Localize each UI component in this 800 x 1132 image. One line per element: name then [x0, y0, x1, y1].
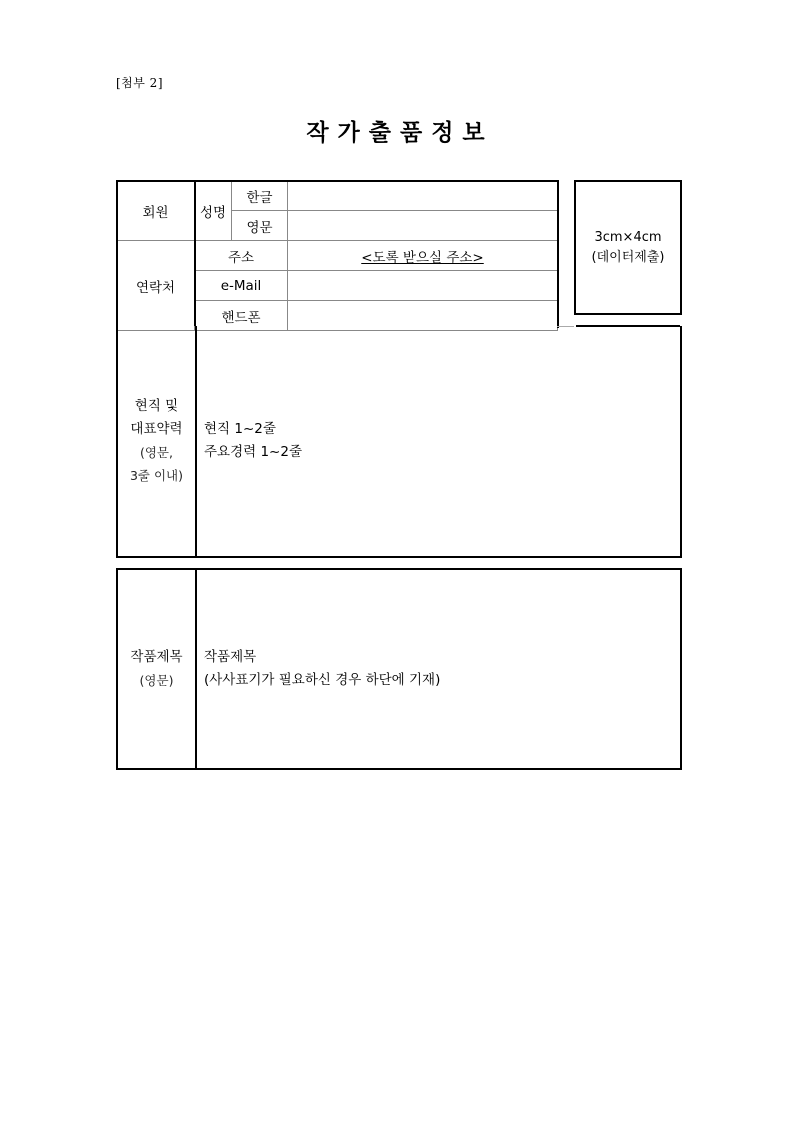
work-section [116, 568, 682, 770]
english-name-field[interactable] [288, 211, 558, 241]
address-label: 주소 [195, 241, 288, 271]
name-label: 성명 [195, 181, 232, 241]
phone-label: 핸드폰 [195, 301, 288, 331]
contact-label: 연락처 [117, 241, 195, 331]
attachment-label: [첨부 2] [116, 76, 163, 90]
photo-box[interactable] [574, 180, 682, 315]
career-content-line: 주요경력 1~2줄 [204, 444, 302, 460]
career-label-note: 3줄 이내) [129, 468, 184, 483]
photo-note-text: (데이터제출) [591, 249, 665, 265]
korean-label: 한글 [232, 181, 288, 211]
career-label-note: (영문, [139, 445, 173, 460]
career-label [118, 326, 197, 556]
info-table [116, 180, 558, 331]
work-label [118, 570, 197, 768]
work-content[interactable] [204, 570, 440, 768]
info-table-divider [194, 180, 196, 326]
member-label: 회원 [117, 181, 195, 241]
english-label: 영문 [232, 211, 288, 241]
page-title: 작가출품정보 [306, 120, 494, 146]
career-content-line: 현직 1~2줄 [204, 421, 276, 437]
work-content-line: (사사표기가 필요하신 경우 하단에 기재) [204, 672, 441, 688]
work-content-line: 작품제목 [204, 649, 257, 665]
address-placeholder: <도록 받으실 주소> [361, 249, 484, 266]
work-label-line: 작품제목 [130, 649, 183, 665]
career-label-line: 대표약력 [130, 421, 183, 437]
photo-size-text: 3cm×4cm [594, 229, 662, 245]
career-label-line: 현직 및 [134, 398, 179, 414]
address-field[interactable] [288, 241, 558, 271]
email-label: e-Mail [195, 271, 288, 301]
career-content[interactable] [204, 326, 302, 556]
work-label-note: (영문) [139, 673, 174, 688]
career-section [116, 326, 682, 558]
email-field[interactable] [288, 271, 558, 301]
korean-name-field[interactable] [288, 181, 558, 211]
